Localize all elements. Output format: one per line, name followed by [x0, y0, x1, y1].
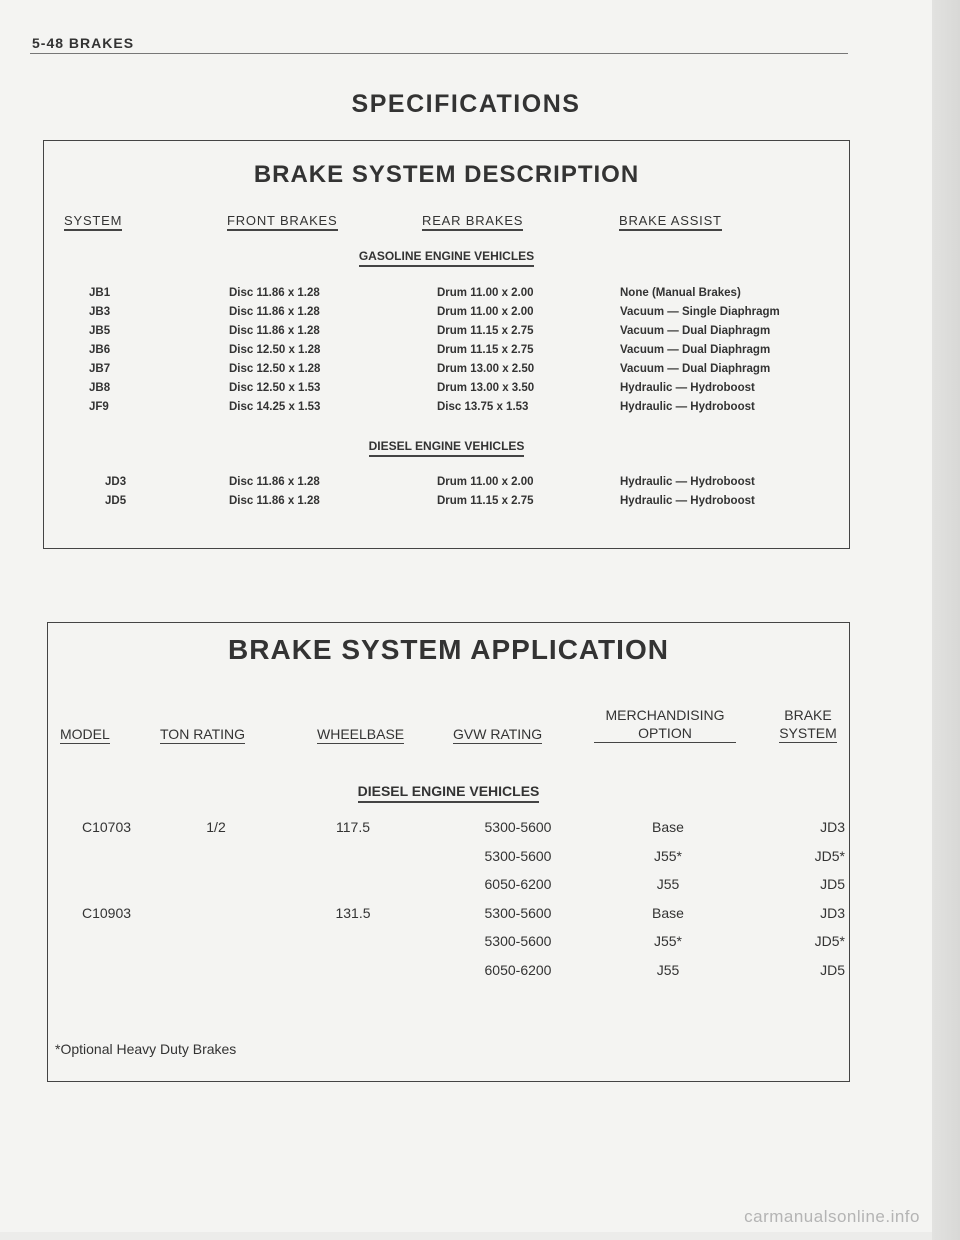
application-row-cell: Base [652, 904, 684, 921]
column-header-system: SYSTEM [64, 213, 122, 231]
gasoline-row-cell: Disc 12.50 x 1.28 [229, 344, 321, 356]
gasoline-row-cell: Drum 13.00 x 3.50 [437, 382, 535, 394]
diesel-row-cell: JD3 [105, 476, 127, 488]
brake-system-application-box [47, 622, 850, 1082]
gasoline-row-cell: JB1 [89, 287, 111, 299]
application-title: BRAKE SYSTEM APPLICATION [228, 634, 669, 665]
gasoline-row-cell: Drum 11.15 x 2.75 [437, 325, 534, 337]
column-header-wheelbase: WHEELBASE [317, 726, 405, 742]
brake-system-description-box [43, 140, 850, 549]
application-diesel-heading: DIESEL ENGINE VEHICLES [48, 783, 849, 803]
application-row-cell: 131.5 [335, 904, 371, 921]
application-row-cell: JD5 [820, 876, 845, 892]
gasoline-row-cell: JB6 [89, 344, 111, 356]
application-row-cell: JD5* [814, 847, 845, 864]
gasoline-row-cell: Drum 11.00 x 2.00 [437, 287, 534, 299]
application-row-cell: 117.5 [336, 819, 370, 835]
description-title: BRAKE SYSTEM DESCRIPTION [253, 161, 640, 188]
application-row-cell: JD3 [820, 904, 845, 921]
diesel-section-heading: DIESEL ENGINE VEHICLES [44, 439, 849, 457]
gasoline-row-cell: Disc 14.25 x 1.53 [229, 401, 321, 413]
application-row-cell: Base [652, 819, 684, 835]
gasoline-row-cell: Disc 12.50 x 1.53 [229, 382, 321, 394]
application-row-cell: JD3 [820, 819, 845, 835]
application-row-cell: 1/2 [206, 819, 226, 835]
column-header-front-brakes: FRONT BRAKES [227, 213, 338, 231]
application-row-cell: J55* [653, 933, 683, 949]
column-header-rear-brakes: REAR BRAKES [422, 213, 523, 231]
gasoline-row-cell: JB8 [89, 382, 111, 394]
application-row-cell: J55* [653, 847, 683, 864]
column-header-brake-system: BRAKE SYSTEM [779, 707, 837, 741]
application-row-cell: JD5 [820, 961, 845, 978]
application-row-cell: C10703 [82, 819, 132, 835]
gasoline-row-cell: Disc 12.50 x 1.28 [229, 363, 321, 375]
gasoline-row-cell: Drum 11.15 x 2.75 [437, 344, 534, 356]
gasoline-row-cell: Hydraulic — Hydroboost [620, 401, 755, 413]
gasoline-row-cell: Vacuum — Dual Diaphragm [620, 344, 771, 356]
gasoline-row-cell: Hydraulic — Hydroboost [620, 382, 755, 394]
gasoline-row-cell: Disc 11.86 x 1.28 [229, 306, 320, 318]
page-header: 5-48 BRAKES [32, 35, 135, 51]
column-header-brake-assist: BRAKE ASSIST [619, 213, 722, 231]
column-header-ton-rating: TON RATING [160, 726, 246, 742]
page-edge-shadow [932, 0, 960, 1240]
gasoline-row-cell: Vacuum — Dual Diaphragm [620, 325, 771, 337]
diesel-row-cell: Disc 11.86 x 1.28 [229, 495, 320, 507]
application-row-cell: 6050-6200 [484, 961, 552, 978]
diesel-row-cell: Hydraulic — Hydroboost [620, 495, 755, 507]
gasoline-row-cell: JF9 [89, 401, 109, 413]
gasoline-row-cell: Disc 11.86 x 1.28 [229, 287, 320, 299]
gasoline-row-cell: JB7 [89, 363, 111, 375]
application-row-cell: J55 [656, 961, 680, 978]
application-row-cell: 6050-6200 [484, 876, 552, 892]
column-header-model: MODEL [60, 726, 110, 742]
gasoline-row-cell: Vacuum — Dual Diaphragm [620, 363, 771, 375]
application-row-cell: 5300-5600 [484, 933, 552, 949]
column-header-merchandising-option: MERCHANDISING OPTION [594, 707, 736, 743]
diesel-row-cell: Disc 11.86 x 1.28 [229, 476, 320, 488]
application-row-cell: C10903 [82, 904, 132, 921]
gasoline-row-cell: Drum 13.00 x 2.50 [437, 363, 535, 375]
page-title: SPECIFICATIONS [351, 90, 581, 118]
gasoline-row-cell: JB3 [89, 306, 111, 318]
application-row-cell: 5300-5600 [484, 847, 552, 864]
footnote: *Optional Heavy Duty Brakes [55, 1041, 237, 1057]
application-row-cell: 5300-5600 [484, 904, 552, 921]
gasoline-row-cell: Vacuum — Single Diaphragm [620, 306, 780, 318]
application-row-cell: JD5* [814, 933, 845, 949]
application-row-cell: 5300-5600 [484, 819, 552, 835]
gasoline-row-cell: JB5 [89, 325, 111, 337]
header-rule [30, 53, 848, 54]
gasoline-row-cell: None (Manual Brakes) [620, 287, 741, 299]
diesel-row-cell: Hydraulic — Hydroboost [620, 476, 755, 488]
gasoline-row-cell: Disc 11.86 x 1.28 [229, 325, 320, 337]
diesel-row-cell: JD5 [105, 495, 127, 507]
diesel-row-cell: Drum 11.15 x 2.75 [437, 495, 534, 507]
application-row-cell: J55 [656, 876, 680, 892]
gasoline-row-cell: Disc 13.75 x 1.53 [437, 401, 529, 413]
gasoline-section-heading: GASOLINE ENGINE VEHICLES [44, 249, 849, 267]
watermark: carmanualsonline.info [744, 1207, 920, 1226]
column-header-gvw-rating: GVW RATING [453, 726, 543, 742]
gasoline-row-cell: Drum 11.00 x 2.00 [437, 306, 534, 318]
diesel-row-cell: Drum 11.00 x 2.00 [437, 476, 534, 488]
